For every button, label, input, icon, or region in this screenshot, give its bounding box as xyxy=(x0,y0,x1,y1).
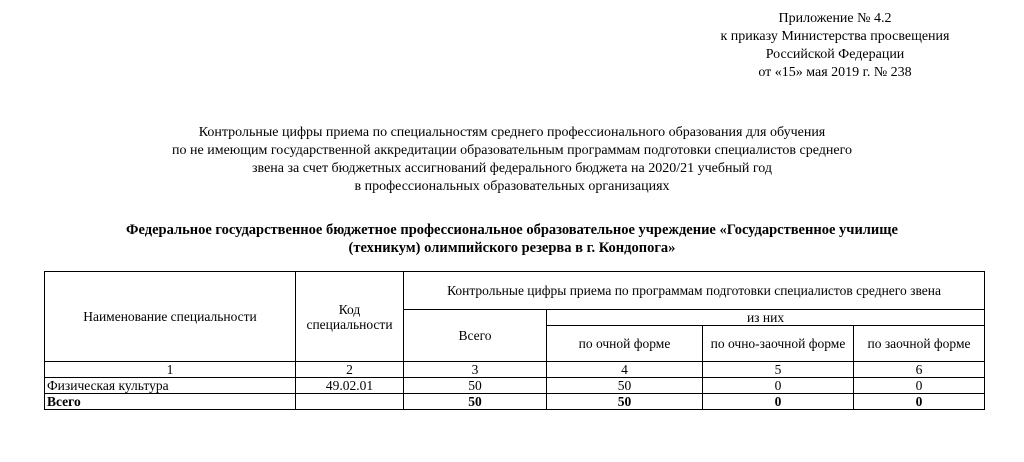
row-correspondence: 0 xyxy=(854,378,985,394)
row-full-time: 50 xyxy=(547,378,703,394)
row-part-time: 0 xyxy=(703,378,854,394)
header-of-which: из них xyxy=(547,310,985,326)
total-all: 50 xyxy=(404,394,547,410)
column-number: 2 xyxy=(296,362,404,378)
title-line-4: в профессиональных образовательных организациях xyxy=(354,179,670,194)
header-total: Всего xyxy=(404,310,547,362)
total-part-time: 0 xyxy=(703,394,854,410)
table-row xyxy=(45,378,985,394)
header-full-time: по очной форме xyxy=(547,326,703,362)
total-code xyxy=(296,394,404,410)
header-specialty-name: Наименование специальности xyxy=(45,272,296,362)
appendix-ministry: Российской Федерации xyxy=(765,47,905,62)
header-specialty-code: Код специальности xyxy=(296,272,404,362)
appendix-order-date: от «15» мая 2019 г. № 238 xyxy=(758,65,912,80)
appendix-order-ref: к приказу Министерства просвещения xyxy=(720,29,950,44)
total-label: Всего xyxy=(45,394,296,410)
appendix-header xyxy=(640,10,1024,82)
column-number: 4 xyxy=(547,362,703,378)
title-line-1: Контрольные цифры приема по специальностям среднего профессионального образования для обучения xyxy=(198,125,826,140)
row-total: 50 xyxy=(404,378,547,394)
column-number: 1 xyxy=(45,362,296,378)
column-number: 6 xyxy=(854,362,985,378)
column-number: 3 xyxy=(404,362,547,378)
total-full-time: 50 xyxy=(547,394,703,410)
organization-line-2: (техникум) олимпийского резерва в г. Кондопога» xyxy=(348,240,676,256)
header-part-time: по очно-заочной форме xyxy=(703,326,854,362)
row-specialty-code: 49.02.01 xyxy=(296,378,404,394)
header-control-figures: Контрольные цифры приема по программам подготовки специалистов среднего звена xyxy=(404,272,985,310)
title-line-3: звена за счет бюджетных ассигнований федерального бюджета на 2020/21 учебный год xyxy=(252,161,772,176)
organization-line-1: Федеральное государственное бюджетное профессиональное образовательное учреждение «Государственное училище xyxy=(126,222,898,238)
header-correspondence: по заочной форме xyxy=(854,326,985,362)
total-correspondence: 0 xyxy=(854,394,985,410)
header-row-1 xyxy=(45,272,985,310)
organization-name xyxy=(0,221,1024,257)
column-number: 5 xyxy=(703,362,854,378)
total-row xyxy=(45,394,985,410)
title-line-2: по не имеющим государственной аккредитации образовательным программам подготовки специалистов среднего xyxy=(172,143,852,158)
admission-figures-table xyxy=(44,271,985,410)
appendix-number: Приложение № 4.2 xyxy=(778,11,892,26)
document-title xyxy=(0,124,1024,196)
row-specialty-name: Физическая культура xyxy=(45,378,296,394)
column-numbers-row xyxy=(45,362,985,378)
